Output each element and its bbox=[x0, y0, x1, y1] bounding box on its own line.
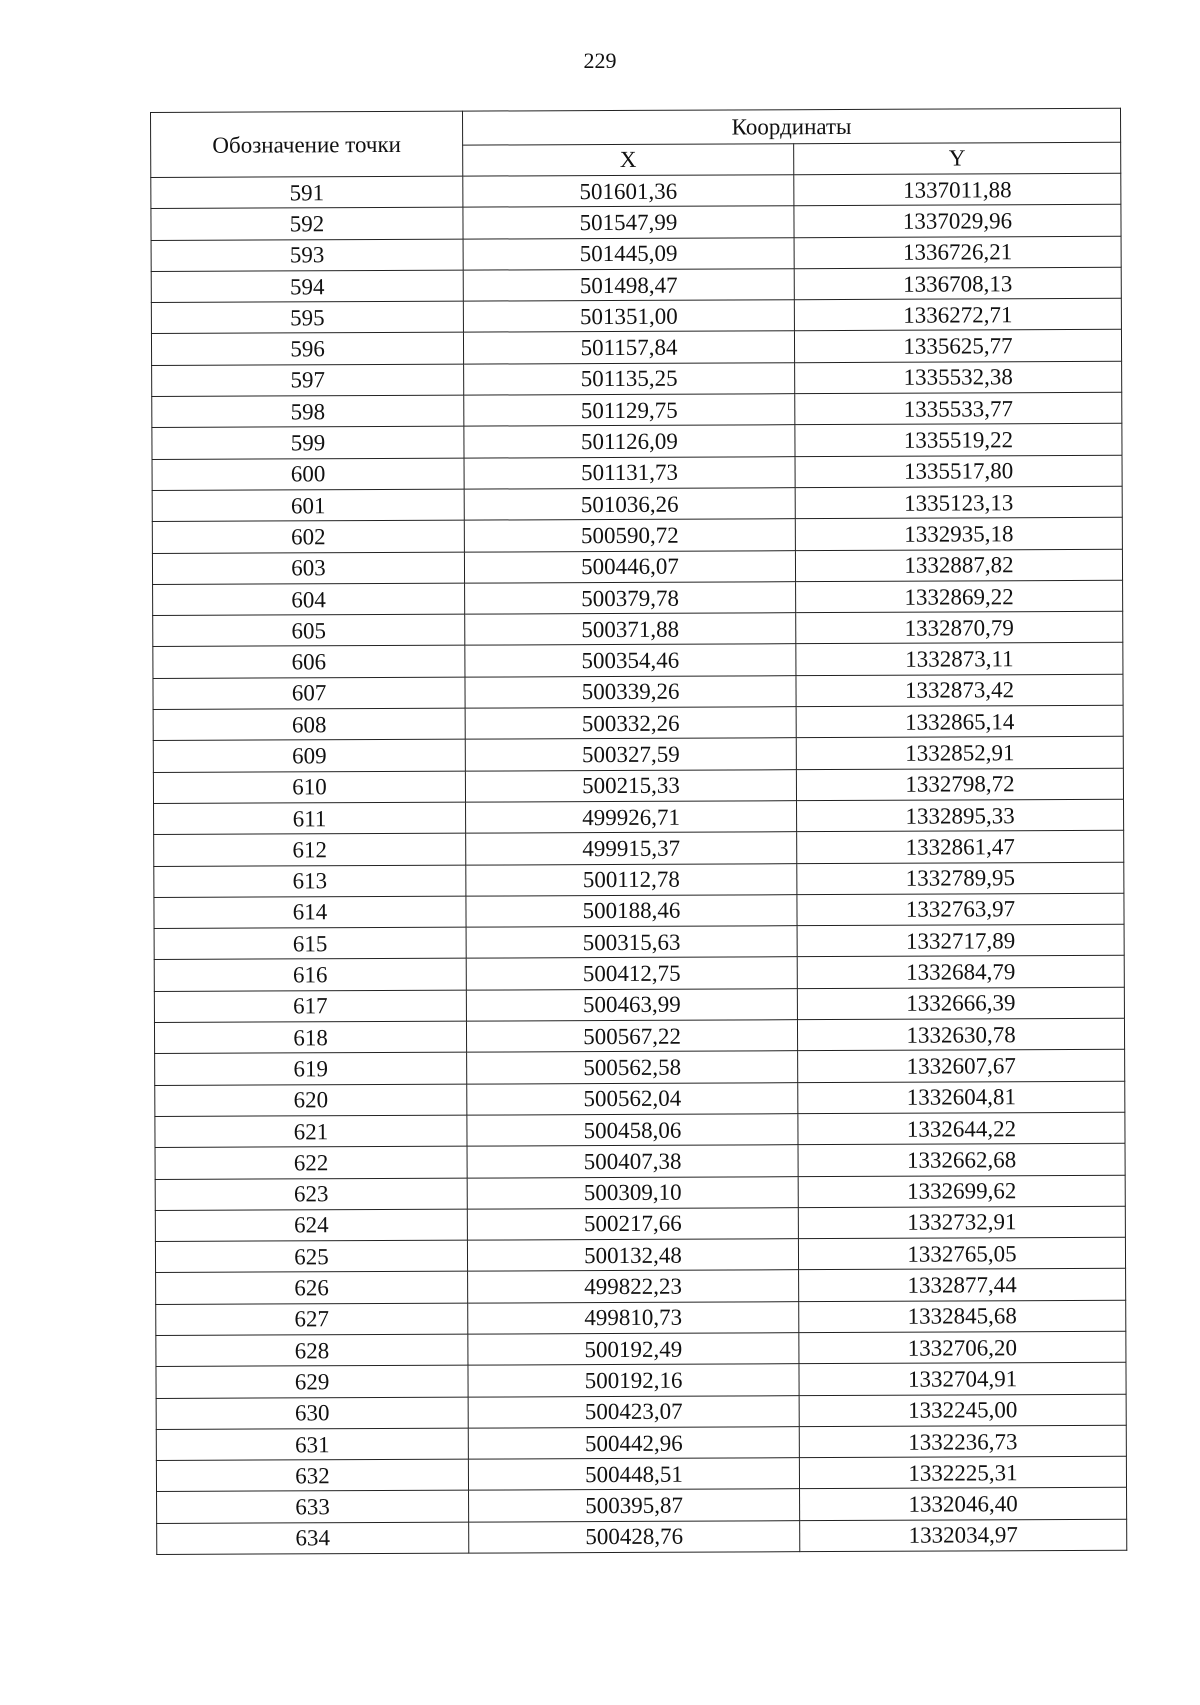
table-row bbox=[155, 1081, 1125, 1117]
table-row bbox=[151, 267, 1121, 303]
cell-x: 499810,73 bbox=[468, 1301, 799, 1334]
cell-x: 500442,96 bbox=[468, 1427, 799, 1460]
cell-y: 1332607,67 bbox=[798, 1050, 1125, 1083]
cell-y: 1332732,91 bbox=[798, 1206, 1125, 1239]
cell-x: 500354,46 bbox=[465, 644, 796, 677]
cell-x: 500192,16 bbox=[468, 1364, 799, 1397]
cell-point: 606 bbox=[153, 646, 465, 679]
cell-x: 500132,48 bbox=[467, 1239, 798, 1272]
table-row bbox=[157, 1519, 1127, 1555]
table-row bbox=[155, 1112, 1125, 1148]
cell-y: 1332236,73 bbox=[799, 1425, 1126, 1458]
table-row bbox=[157, 1488, 1127, 1524]
table-row bbox=[153, 768, 1123, 804]
cell-y: 1332873,42 bbox=[796, 674, 1123, 707]
table-row bbox=[154, 956, 1124, 992]
cell-y: 1335517,80 bbox=[795, 455, 1122, 488]
table-row bbox=[151, 205, 1121, 241]
cell-y: 1332887,82 bbox=[795, 549, 1122, 582]
cell-y: 1332861,47 bbox=[797, 830, 1124, 863]
cell-point: 627 bbox=[156, 1303, 468, 1336]
cell-point: 631 bbox=[156, 1428, 468, 1461]
cell-y: 1332644,22 bbox=[798, 1112, 1125, 1145]
cell-point: 634 bbox=[157, 1522, 469, 1555]
cell-x: 500339,26 bbox=[465, 675, 796, 708]
cell-y: 1336708,13 bbox=[794, 267, 1121, 300]
cell-x: 500428,76 bbox=[469, 1520, 800, 1553]
table-row bbox=[152, 549, 1122, 585]
table-row bbox=[151, 298, 1121, 334]
cell-point: 626 bbox=[156, 1272, 468, 1305]
cell-point: 619 bbox=[155, 1052, 467, 1085]
cell-point: 616 bbox=[154, 959, 466, 992]
cell-x: 500412,75 bbox=[466, 957, 797, 990]
cell-x: 500423,07 bbox=[468, 1395, 799, 1428]
cell-y: 1332935,18 bbox=[795, 518, 1122, 551]
cell-point: 597 bbox=[152, 364, 464, 397]
table-row bbox=[153, 611, 1123, 647]
cell-y: 1332704,91 bbox=[799, 1363, 1126, 1396]
cell-x: 500332,26 bbox=[465, 707, 796, 740]
cell-y: 1332604,81 bbox=[798, 1081, 1125, 1114]
cell-x: 501498,47 bbox=[463, 269, 794, 302]
table-row bbox=[153, 643, 1123, 679]
cell-y: 1332662,68 bbox=[798, 1143, 1125, 1176]
table-row bbox=[155, 1143, 1125, 1179]
cell-y: 1332895,33 bbox=[797, 799, 1124, 832]
table-row bbox=[152, 455, 1122, 491]
coordinates-table-container bbox=[150, 108, 1126, 1555]
cell-x: 500192,49 bbox=[468, 1333, 799, 1366]
cell-point: 612 bbox=[154, 833, 466, 866]
cell-x: 500112,78 bbox=[466, 863, 797, 896]
cell-y: 1335533,77 bbox=[795, 392, 1122, 425]
cell-x: 501036,26 bbox=[464, 488, 795, 521]
cell-point: 591 bbox=[151, 176, 463, 209]
cell-x: 500379,78 bbox=[465, 582, 796, 615]
cell-x: 500215,33 bbox=[465, 769, 796, 802]
cell-x: 501445,09 bbox=[463, 237, 794, 270]
coordinates-table bbox=[150, 108, 1127, 1555]
table-row bbox=[151, 236, 1121, 272]
page-number: 229 bbox=[583, 48, 617, 73]
header-point-designation: Обозначение точки bbox=[151, 111, 463, 177]
cell-y: 1335532,38 bbox=[795, 361, 1122, 394]
header-y: Y bbox=[794, 142, 1121, 175]
cell-point: 602 bbox=[152, 520, 464, 553]
cell-y: 1332870,79 bbox=[796, 611, 1123, 644]
table-row bbox=[152, 424, 1122, 460]
table-row bbox=[156, 1300, 1126, 1336]
cell-y: 1332630,78 bbox=[797, 1018, 1124, 1051]
cell-point: 592 bbox=[151, 207, 463, 240]
table-row bbox=[154, 893, 1124, 929]
cell-point: 598 bbox=[152, 395, 464, 428]
cell-x: 501129,75 bbox=[464, 394, 795, 427]
cell-point: 628 bbox=[156, 1334, 468, 1367]
cell-y: 1332225,31 bbox=[799, 1456, 1126, 1489]
header-x: X bbox=[463, 143, 794, 176]
cell-point: 599 bbox=[152, 427, 464, 460]
cell-point: 623 bbox=[155, 1178, 467, 1211]
cell-point: 632 bbox=[156, 1459, 468, 1492]
cell-y: 1332717,89 bbox=[797, 924, 1124, 957]
cell-x: 500315,63 bbox=[466, 926, 797, 959]
table-row bbox=[154, 924, 1124, 960]
cell-x: 500448,51 bbox=[468, 1458, 799, 1491]
header-coordinates: Координаты bbox=[462, 108, 1120, 144]
table-row bbox=[156, 1456, 1126, 1492]
cell-x: 501126,09 bbox=[464, 425, 795, 458]
table-row bbox=[155, 1237, 1125, 1273]
cell-point: 630 bbox=[156, 1397, 468, 1430]
cell-x: 500590,72 bbox=[464, 519, 795, 552]
cell-point: 603 bbox=[152, 552, 464, 585]
cell-point: 596 bbox=[151, 333, 463, 366]
cell-point: 622 bbox=[155, 1146, 467, 1179]
cell-y: 1332706,20 bbox=[799, 1331, 1126, 1364]
cell-x: 500407,38 bbox=[467, 1145, 798, 1178]
cell-point: 605 bbox=[153, 614, 465, 647]
table-row bbox=[156, 1363, 1126, 1399]
cell-point: 601 bbox=[152, 489, 464, 522]
cell-y: 1335625,77 bbox=[794, 330, 1121, 363]
table-row bbox=[155, 1206, 1125, 1242]
cell-point: 594 bbox=[151, 270, 463, 303]
cell-y: 1332865,14 bbox=[796, 705, 1123, 738]
cell-y: 1332877,44 bbox=[799, 1269, 1126, 1302]
cell-y: 1335123,13 bbox=[795, 486, 1122, 519]
cell-y: 1332765,05 bbox=[798, 1237, 1125, 1270]
cell-y: 1332852,91 bbox=[796, 737, 1123, 770]
cell-point: 614 bbox=[154, 896, 466, 929]
table-row bbox=[154, 799, 1124, 835]
table-row bbox=[151, 330, 1121, 366]
cell-point: 600 bbox=[152, 458, 464, 491]
cell-y: 1332873,11 bbox=[796, 643, 1123, 676]
table-header bbox=[151, 108, 1121, 177]
table-row bbox=[155, 1050, 1125, 1086]
cell-point: 624 bbox=[155, 1209, 467, 1242]
cell-y: 1337011,88 bbox=[794, 173, 1121, 206]
cell-x: 500309,10 bbox=[467, 1176, 798, 1209]
cell-y: 1332845,68 bbox=[799, 1300, 1126, 1333]
cell-x: 500463,99 bbox=[466, 988, 797, 1021]
table-row bbox=[154, 862, 1124, 898]
cell-point: 595 bbox=[151, 301, 463, 334]
table-row bbox=[153, 580, 1123, 616]
cell-point: 629 bbox=[156, 1365, 468, 1398]
table-body bbox=[151, 173, 1127, 1554]
cell-point: 607 bbox=[153, 677, 465, 710]
table-row bbox=[152, 486, 1122, 522]
cell-y: 1332034,97 bbox=[800, 1519, 1127, 1552]
cell-y: 1332763,97 bbox=[797, 893, 1124, 926]
cell-y: 1337029,96 bbox=[794, 205, 1121, 238]
cell-point: 608 bbox=[153, 708, 465, 741]
table-row bbox=[156, 1425, 1126, 1461]
cell-x: 501157,84 bbox=[463, 331, 794, 364]
cell-point: 593 bbox=[151, 239, 463, 272]
table-row bbox=[152, 518, 1122, 554]
cell-x: 499915,37 bbox=[466, 832, 797, 865]
cell-x: 501351,00 bbox=[463, 300, 794, 333]
cell-point: 617 bbox=[154, 990, 466, 1023]
cell-x: 501547,99 bbox=[463, 206, 794, 239]
cell-x: 500446,07 bbox=[464, 550, 795, 583]
cell-point: 613 bbox=[154, 865, 466, 898]
cell-x: 500327,59 bbox=[465, 738, 796, 771]
table-row bbox=[156, 1331, 1126, 1367]
cell-y: 1332046,40 bbox=[800, 1488, 1127, 1521]
cell-point: 615 bbox=[154, 927, 466, 960]
cell-x: 500562,04 bbox=[467, 1082, 798, 1115]
cell-point: 618 bbox=[154, 1021, 466, 1054]
table-row bbox=[153, 705, 1123, 741]
table-row bbox=[153, 737, 1123, 773]
cell-point: 621 bbox=[155, 1115, 467, 1148]
cell-y: 1336726,21 bbox=[794, 236, 1121, 269]
cell-x: 500395,87 bbox=[469, 1489, 800, 1522]
cell-x: 500371,88 bbox=[465, 613, 796, 646]
cell-y: 1335519,22 bbox=[795, 424, 1122, 457]
table-row bbox=[154, 1018, 1124, 1054]
cell-point: 609 bbox=[153, 739, 465, 772]
table-row bbox=[156, 1269, 1126, 1305]
table-row bbox=[155, 1175, 1125, 1211]
cell-y: 1332666,39 bbox=[797, 987, 1124, 1020]
cell-x: 500458,06 bbox=[467, 1114, 798, 1147]
table-row bbox=[156, 1394, 1126, 1430]
cell-point: 604 bbox=[153, 583, 465, 616]
table-row bbox=[151, 173, 1121, 209]
cell-y: 1336272,71 bbox=[794, 298, 1121, 331]
cell-x: 499926,71 bbox=[466, 801, 797, 834]
cell-y: 1332798,72 bbox=[796, 768, 1123, 801]
table-row bbox=[154, 987, 1124, 1023]
cell-point: 625 bbox=[155, 1240, 467, 1273]
cell-x: 500567,22 bbox=[466, 1020, 797, 1053]
cell-y: 1332699,62 bbox=[798, 1175, 1125, 1208]
cell-x: 501601,36 bbox=[463, 175, 794, 208]
table-row bbox=[153, 674, 1123, 710]
cell-x: 500217,66 bbox=[467, 1207, 798, 1240]
cell-point: 620 bbox=[155, 1084, 467, 1117]
cell-y: 1332789,95 bbox=[797, 862, 1124, 895]
cell-point: 633 bbox=[157, 1491, 469, 1524]
cell-point: 610 bbox=[153, 771, 465, 804]
cell-x: 499822,23 bbox=[468, 1270, 799, 1303]
table-row bbox=[152, 361, 1122, 397]
cell-x: 501135,25 bbox=[464, 362, 795, 395]
cell-y: 1332869,22 bbox=[796, 580, 1123, 613]
table-row bbox=[152, 392, 1122, 428]
table-row bbox=[154, 830, 1124, 866]
cell-x: 501131,73 bbox=[464, 456, 795, 489]
cell-y: 1332245,00 bbox=[799, 1394, 1126, 1427]
cell-y: 1332684,79 bbox=[797, 956, 1124, 989]
cell-x: 500562,58 bbox=[467, 1051, 798, 1084]
cell-x: 500188,46 bbox=[466, 895, 797, 928]
cell-point: 611 bbox=[154, 802, 466, 835]
